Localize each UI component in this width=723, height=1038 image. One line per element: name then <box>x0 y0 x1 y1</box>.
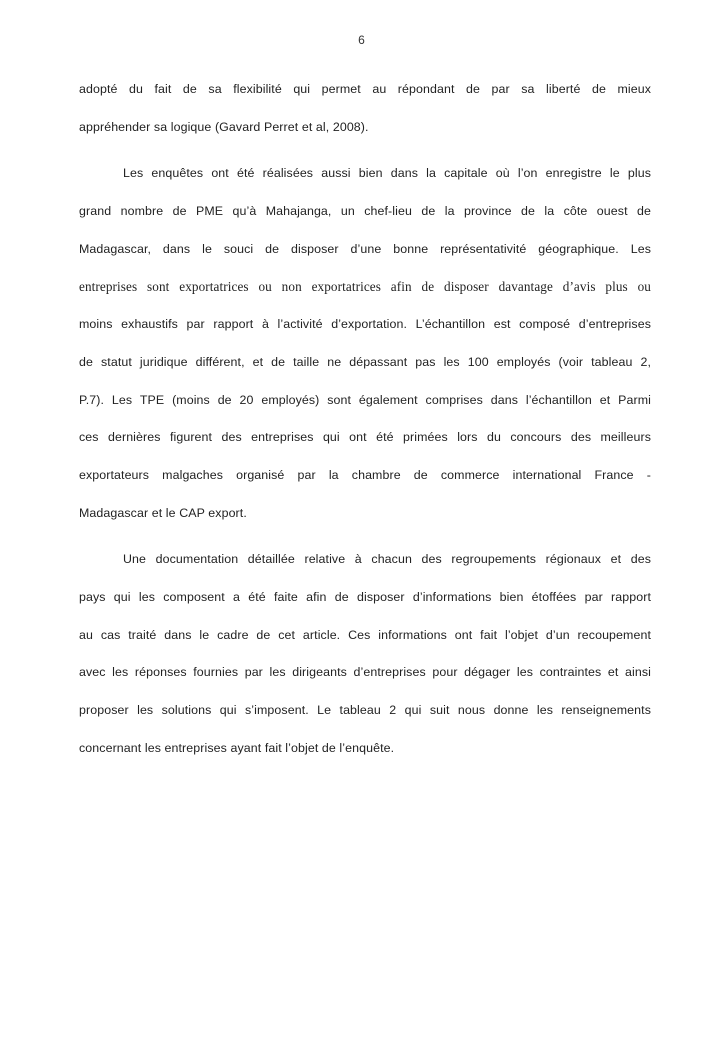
text-line: moins exhaustifs par rapport à l’activité d’exportation. L’échantillon est composé d’entreprises <box>79 317 651 332</box>
text-line: ces dernières figurent des entreprises qui ont été primées lors du concours des meilleurs <box>79 430 651 445</box>
text-line: de statut juridique différent, et de taille ne dépassant pas les 100 employés (voir tableau 2, <box>79 354 651 369</box>
paragraph-1 <box>79 71 651 146</box>
text-line: Les enquêtes ont été réalisées aussi bien dans la capitale où l’on enregistre le plus <box>123 166 651 181</box>
text-line: grand nombre de PME qu’à Mahajanga, un chef-lieu de la province de la côte ouest de <box>79 204 651 219</box>
text-line: exportateurs malgaches organisé par la chambre de commerce international France - <box>79 467 651 482</box>
text-line: Madagascar et le CAP export. <box>79 505 247 520</box>
document-body <box>79 71 651 767</box>
text-line: P.7). Les TPE (moins de 20 employés) sont également comprises dans l’échantillon et Parmi <box>79 392 651 407</box>
text-line: au cas traité dans le cadre de cet article. Ces informations ont fait l’objet d’un recoupement <box>79 627 651 642</box>
text-line: concernant les entreprises ayant fait l’objet de l’enquête. <box>79 740 395 755</box>
text-line: proposer les solutions qui s’imposent. Le tableau 2 qui suit nous donne les renseignements <box>79 703 651 717</box>
text-line: appréhender sa logique (Gavard Perret et al, 2008). <box>79 119 369 134</box>
paragraph-3 <box>79 541 651 767</box>
text-line: avec les réponses fournies par les dirigeants d’entreprises pour dégager les contraintes et ainsi <box>79 665 651 680</box>
text-line: entreprises sont exportatrices ou non exportatrices afin de disposer davantage d’avis plus ou <box>79 279 651 295</box>
text-line: pays qui les composent a été faite afin de disposer d’informations bien étoffées par rapport <box>79 589 651 604</box>
text-line: Une documentation détaillée relative à chacun des regroupements régionaux et des <box>123 552 651 567</box>
text-line: adopté du fait de sa flexibilité qui permet au répondant de par sa liberté de mieux <box>79 82 651 96</box>
page-number: 6 <box>358 33 365 47</box>
text-line: Madagascar, dans le souci de disposer d’une bonne représentativité géographique. Les <box>79 241 651 256</box>
paragraph-2 <box>79 155 651 532</box>
